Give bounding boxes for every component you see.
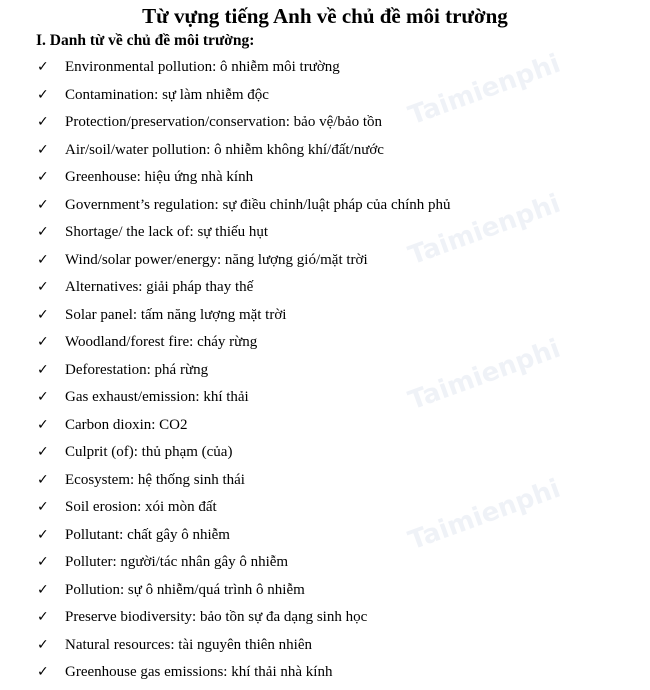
vocab-entry: Natural resources: tài nguyên thiên nhiên: [65, 636, 313, 653]
watermark: Taimienphi: [404, 188, 565, 272]
checkmark-icon: ✓: [37, 196, 49, 213]
checkmark-icon: ✓: [37, 361, 49, 378]
vocab-entry: Soil erosion: xói mòn đất: [65, 499, 217, 515]
checkmark-icon: ✓: [37, 609, 49, 625]
section-heading: I. Danh từ về chủ đề môi trường:: [36, 32, 255, 49]
checkmark-icon: ✓: [37, 224, 49, 240]
vocab-entry: Air/soil/water pollution: ô nhiễm không khí/đất/nước: [65, 141, 384, 158]
checkmark-icon: ✓: [37, 664, 49, 680]
vocab-entry: Pollutant: chất gây ô nhiễm: [65, 526, 230, 543]
checkmark-icon: ✓: [37, 59, 49, 75]
vocab-entry: Environmental pollution: ô nhiễm môi trường: [65, 59, 340, 75]
checkmark-icon: ✓: [37, 499, 49, 515]
watermark: Taimienphi: [404, 333, 565, 417]
checkmark-icon: ✓: [37, 416, 49, 433]
checkmark-icon: ✓: [37, 444, 49, 460]
checkmark-icon: ✓: [37, 251, 49, 268]
checkmark-icon: ✓: [37, 526, 49, 543]
vocab-entry: Protection/preservation/conservation: bảo vệ/bảo tồn: [65, 114, 382, 130]
vocab-entry: Deforestation: phá rừng: [65, 361, 209, 378]
page-title: Từ vựng tiếng Anh về chủ đề môi trường: [142, 4, 508, 28]
checkmark-icon: ✓: [37, 389, 49, 405]
vocab-entry: Contamination: sự làm nhiễm độc: [65, 86, 269, 103]
watermark: Taimienphi: [404, 48, 565, 132]
checkmark-icon: ✓: [37, 471, 49, 488]
checkmark-icon: ✓: [37, 114, 49, 130]
checkmark-icon: ✓: [37, 581, 49, 598]
vocab-entry: Wind/solar power/energy: năng lượng gió/mặt trời: [65, 251, 368, 268]
vocab-entry: Greenhouse: hiệu ứng nhà kính: [65, 169, 254, 185]
checkmark-icon: ✓: [37, 86, 49, 103]
checkmark-icon: ✓: [37, 554, 49, 570]
watermark: Taimienphi: [404, 473, 565, 557]
vocab-entry: Government’s regulation: sự điều chỉnh/luật pháp của chính phủ: [65, 196, 451, 213]
vocab-entry: Ecosystem: hệ thống sinh thái: [65, 471, 245, 488]
vocab-entry: Shortage/ the lack of: sự thiếu hụt: [65, 224, 269, 240]
vocab-entry: Woodland/forest fire: cháy rừng: [65, 334, 258, 350]
vocab-entry: Gas exhaust/emission: khí thải: [65, 389, 249, 405]
vocab-entry: Preserve biodiversity: bảo tồn sự đa dạng sinh học: [65, 609, 368, 625]
checkmark-icon: ✓: [37, 334, 49, 350]
vocab-entry: Polluter: người/tác nhân gây ô nhiễm: [65, 554, 289, 570]
vocab-entry: Greenhouse gas emissions: khí thải nhà kính: [65, 664, 333, 680]
checkmark-icon: ✓: [37, 306, 49, 323]
vocab-entry: Alternatives: giải pháp thay thế: [65, 279, 254, 295]
vocab-entry: Solar panel: tấm năng lượng mặt trời: [65, 306, 287, 323]
checkmark-icon: ✓: [37, 636, 49, 653]
checkmark-icon: ✓: [37, 141, 49, 158]
checkmark-icon: ✓: [37, 279, 49, 295]
checkmark-icon: ✓: [37, 169, 49, 185]
vocab-entry: Carbon dioxin: CO2: [65, 416, 188, 433]
vocab-entry: Culprit (of): thủ phạm (của): [65, 444, 233, 460]
vocab-entry: Pollution: sự ô nhiễm/quá trình ô nhiễm: [65, 581, 305, 598]
